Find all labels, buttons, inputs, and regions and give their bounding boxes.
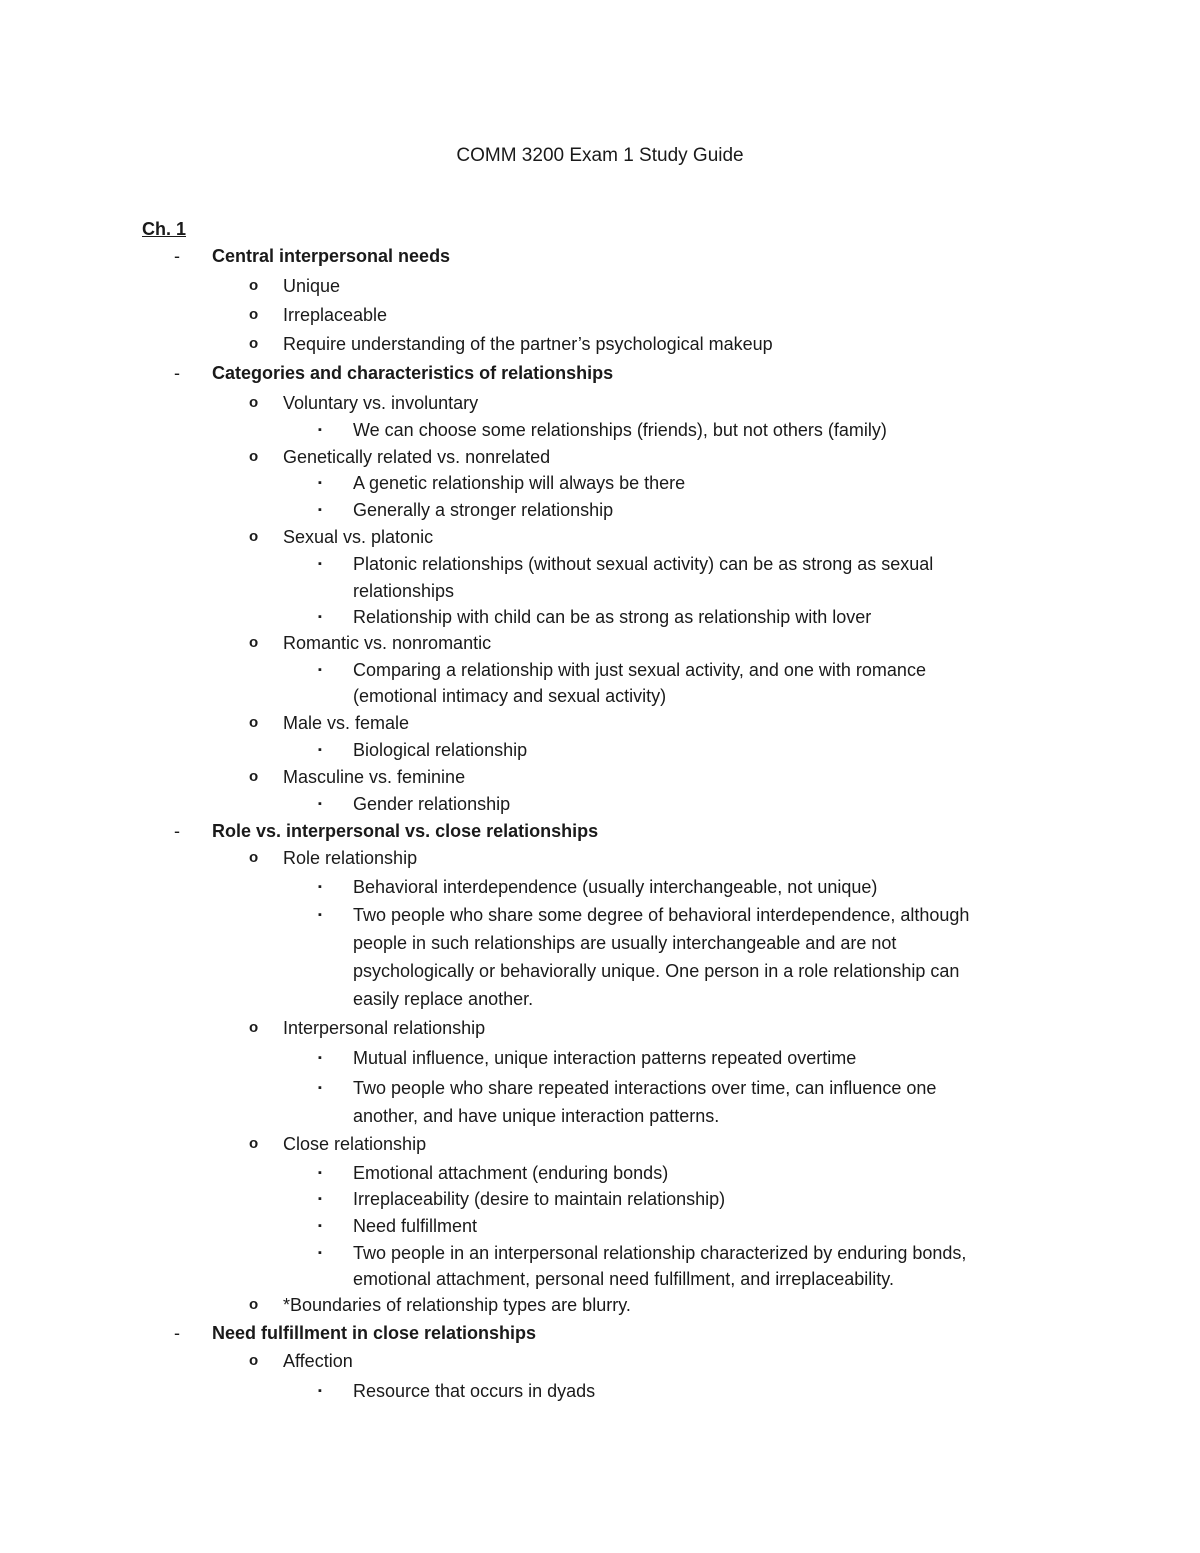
bullet-marker-level-2: o	[249, 394, 259, 411]
outline-detail: Resource that occurs in dyads	[353, 1381, 596, 1401]
outline-section: Role vs. interpersonal vs. close relationships	[212, 821, 599, 841]
outline-detail: Emotional attachment (enduring bonds)	[353, 1163, 669, 1183]
bullet-marker-level-2: o	[249, 448, 259, 465]
bullet-marker-level-2: o	[249, 634, 259, 651]
outline-detail: Two people in an interpersonal relationship characterized by enduring bonds,	[353, 1243, 967, 1263]
bullet-marker-level-1: -	[174, 1323, 180, 1343]
bullet-marker-level-3: ▪	[318, 504, 322, 516]
outline-subitem: Voluntary vs. involuntary	[283, 393, 479, 413]
bullet-marker-level-3: ▪	[318, 798, 322, 810]
bullet-marker-level-2: o	[249, 849, 259, 866]
bullet-marker-level-3: ▪	[318, 1052, 322, 1064]
bullet-marker-level-2: o	[249, 277, 259, 294]
outline-detail: A genetic relationship will always be there	[353, 473, 686, 493]
bullet-marker-level-2: o	[249, 714, 259, 731]
outline-detail: Relationship with child can be as strong as relationship with lover	[353, 607, 872, 627]
bullet-marker-level-1: -	[174, 821, 180, 841]
bullet-marker-level-2: o	[249, 768, 259, 785]
outline-detail-continued: psychologically or behaviorally unique. One person in a role relationship can	[353, 961, 960, 981]
outline-subitem: Role relationship	[283, 848, 418, 868]
outline-detail: Mutual influence, unique interaction patterns repeated overtime	[353, 1048, 857, 1068]
outline-section: Central interpersonal needs	[212, 246, 451, 266]
outline-subitem: Close relationship	[283, 1134, 427, 1154]
outline-detail: Two people who share repeated interactions over time, can influence one	[353, 1078, 937, 1098]
outline-subitem: Genetically related vs. nonrelated	[283, 447, 551, 467]
bullet-marker-level-3: ▪	[318, 1167, 322, 1179]
outline-detail: Need fulfillment	[353, 1216, 478, 1236]
document-title: COMM 3200 Exam 1 Study Guide	[456, 145, 744, 166]
outline-subitem: Male vs. female	[283, 713, 410, 733]
bullet-marker-level-3: ▪	[318, 477, 322, 489]
bullet-marker-level-3: ▪	[318, 611, 322, 623]
outline-detail-continued: another, and have unique interaction patterns.	[353, 1106, 720, 1126]
bullet-marker-level-2: o	[249, 1135, 259, 1152]
outline-detail: Gender relationship	[353, 794, 511, 814]
outline-subitem: Irreplaceable	[283, 305, 388, 325]
bullet-marker-level-3: ▪	[318, 1247, 322, 1259]
outline-detail: Platonic relationships (without sexual activity) can be as strong as sexual	[353, 554, 934, 574]
bullet-marker-level-3: ▪	[318, 664, 322, 676]
bullet-marker-level-1: -	[174, 363, 180, 383]
bullet-marker-level-1: -	[174, 246, 180, 266]
outline-subitem: Sexual vs. platonic	[283, 527, 434, 547]
bullet-marker-level-3: ▪	[318, 1385, 322, 1397]
outline-detail-continued: easily replace another.	[353, 989, 534, 1009]
outline-detail: We can choose some relationships (friends), but not others (family)	[353, 420, 887, 440]
bullet-marker-level-2: o	[249, 335, 259, 352]
outline-detail: Irreplaceability (desire to maintain relationship)	[353, 1189, 726, 1209]
chapter-heading: Ch. 1	[142, 219, 187, 239]
bullet-marker-level-2: o	[249, 1019, 259, 1036]
outline-subitem: Masculine vs. feminine	[283, 767, 466, 787]
bullet-marker-level-2: o	[249, 306, 259, 323]
bullet-marker-level-3: ▪	[318, 744, 322, 756]
outline-detail: Two people who share some degree of behavioral interdependence, although	[353, 905, 970, 925]
bullet-marker-level-2: o	[249, 528, 259, 545]
bullet-marker-level-3: ▪	[318, 1082, 322, 1094]
bullet-marker-level-2: o	[249, 1296, 259, 1313]
outline-subitem: Interpersonal relationship	[283, 1018, 486, 1038]
outline-subitem: Unique	[283, 276, 341, 296]
outline-subitem: Require understanding of the partner’s psychological makeup	[283, 334, 773, 354]
bullet-marker-level-3: ▪	[318, 881, 322, 893]
bullet-marker-level-3: ▪	[318, 1193, 322, 1205]
outline-detail-continued: (emotional intimacy and sexual activity)	[353, 686, 667, 706]
bullet-marker-level-3: ▪	[318, 424, 322, 436]
outline-detail-continued: relationships	[353, 581, 455, 601]
outline-subitem: Affection	[283, 1351, 353, 1371]
outline-detail: Behavioral interdependence (usually interchangeable, not unique)	[353, 877, 878, 897]
outline-section: Categories and characteristics of relationships	[212, 363, 614, 383]
outline-subitem: Romantic vs. nonromantic	[283, 633, 492, 653]
outline-subitem: *Boundaries of relationship types are blurry.	[283, 1295, 631, 1315]
outline-detail-continued: emotional attachment, personal need fulfillment, and irreplaceability.	[353, 1269, 894, 1289]
bullet-marker-level-3: ▪	[318, 558, 322, 570]
outline-detail: Generally a stronger relationship	[353, 500, 614, 520]
outline-section: Need fulfillment in close relationships	[212, 1323, 537, 1343]
outline-detail: Biological relationship	[353, 740, 528, 760]
bullet-marker-level-2: o	[249, 1352, 259, 1369]
bullet-marker-level-3: ▪	[318, 909, 322, 921]
outline-detail: Comparing a relationship with just sexual activity, and one with romance	[353, 660, 926, 680]
bullet-marker-level-3: ▪	[318, 1220, 322, 1232]
outline-detail-continued: people in such relationships are usually interchangeable and are not	[353, 933, 897, 953]
